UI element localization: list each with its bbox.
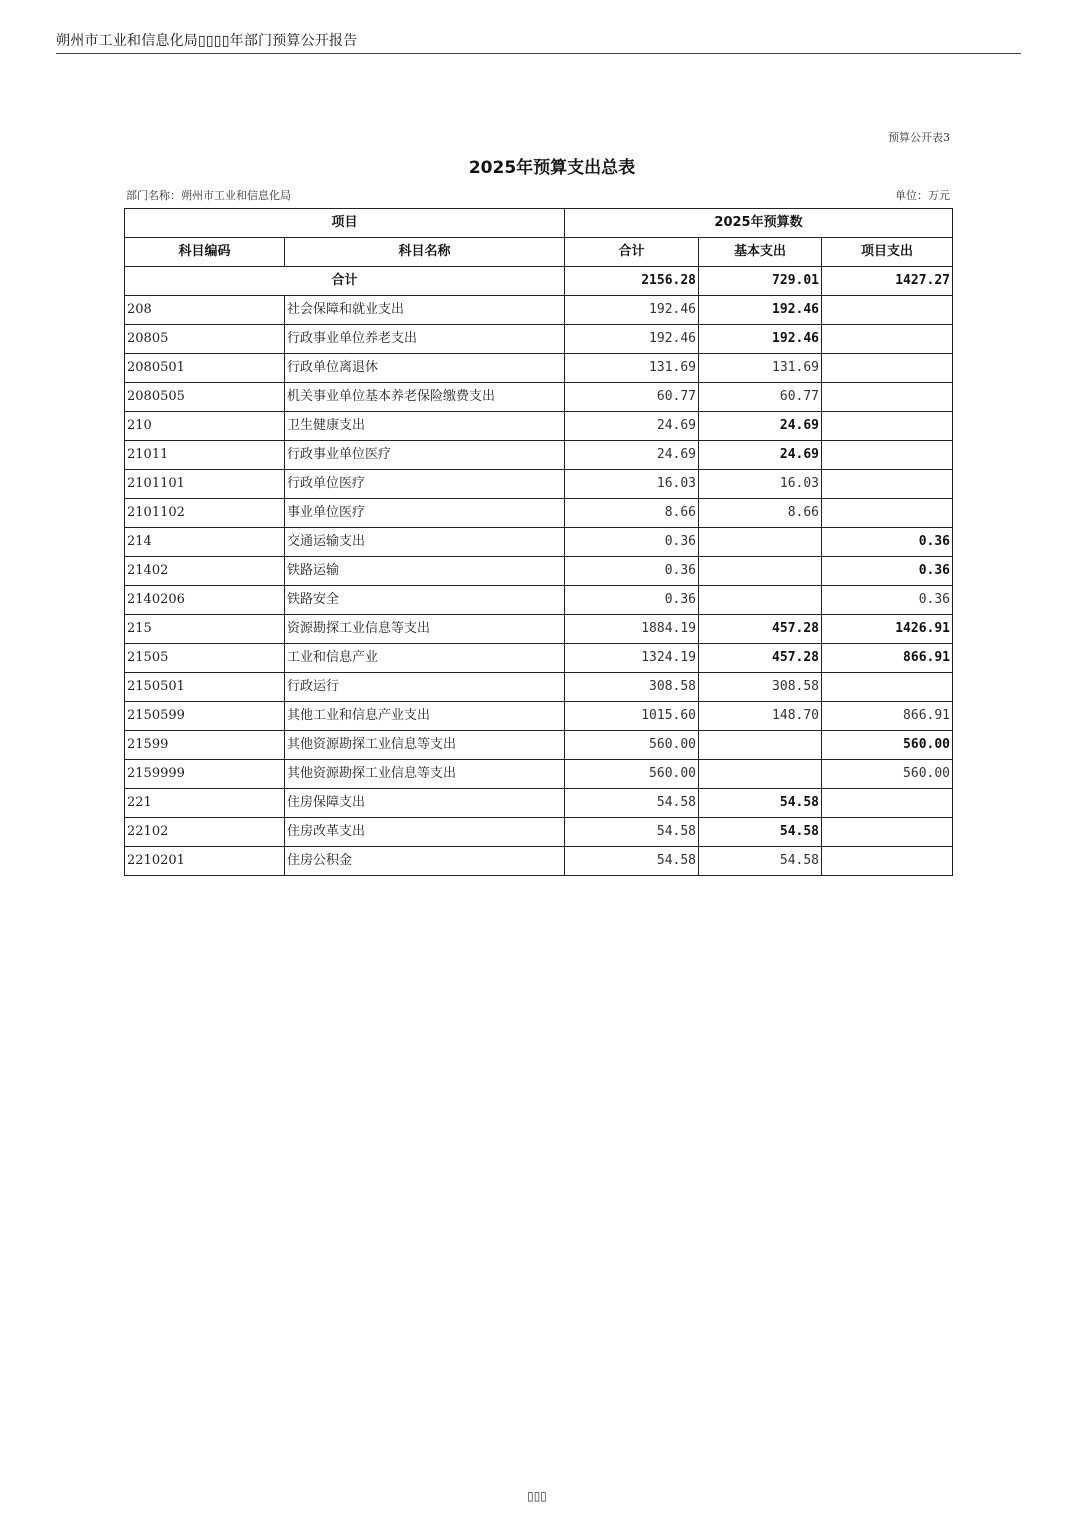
budget-expenditure-table xyxy=(124,208,953,876)
row-code: 21011 xyxy=(125,441,285,470)
row-code: 2080501 xyxy=(125,354,285,383)
row-name: 事业单位医疗 xyxy=(285,499,565,528)
row-basic: 8.66 xyxy=(699,499,822,528)
row-name: 其他资源勘探工业信息等支出 xyxy=(285,731,565,760)
row-project: 560.00 xyxy=(822,731,953,760)
row-name: 交通运输支出 xyxy=(285,528,565,557)
header-total: 合计 xyxy=(565,238,699,267)
row-code: 2150501 xyxy=(125,673,285,702)
row-project: 0.36 xyxy=(822,528,953,557)
row-code: 2159999 xyxy=(125,760,285,789)
row-name: 其他工业和信息产业支出 xyxy=(285,702,565,731)
header-rule xyxy=(56,53,1021,54)
row-code: 215 xyxy=(125,615,285,644)
row-total: 24.69 xyxy=(565,441,699,470)
row-project xyxy=(822,847,953,876)
row-total: 54.58 xyxy=(565,847,699,876)
row-basic xyxy=(699,731,822,760)
table-row xyxy=(125,354,953,383)
row-code: 2140206 xyxy=(125,586,285,615)
table-row xyxy=(125,644,953,673)
table-row xyxy=(125,847,953,876)
row-basic: 131.69 xyxy=(699,354,822,383)
row-code: 208 xyxy=(125,296,285,325)
row-name: 社会保障和就业支出 xyxy=(285,296,565,325)
row-name: 铁路安全 xyxy=(285,586,565,615)
row-basic xyxy=(699,528,822,557)
row-project xyxy=(822,470,953,499)
row-name: 其他资源勘探工业信息等支出 xyxy=(285,760,565,789)
row-code: 2150599 xyxy=(125,702,285,731)
row-code: 22102 xyxy=(125,818,285,847)
table-row xyxy=(125,296,953,325)
row-basic xyxy=(699,586,822,615)
row-basic: 54.58 xyxy=(699,847,822,876)
unit-label: 单位：万元 xyxy=(895,189,950,202)
row-total: 1324.19 xyxy=(565,644,699,673)
header-row-1 xyxy=(125,209,953,238)
row-project: 560.00 xyxy=(822,760,953,789)
row-total: 1884.19 xyxy=(565,615,699,644)
row-project xyxy=(822,354,953,383)
row-code: 21505 xyxy=(125,644,285,673)
row-basic: 457.28 xyxy=(699,644,822,673)
row-code: 210 xyxy=(125,412,285,441)
row-total: 131.69 xyxy=(565,354,699,383)
table-row xyxy=(125,412,953,441)
row-project: 1426.91 xyxy=(822,615,953,644)
row-total: 192.46 xyxy=(565,325,699,354)
table-row xyxy=(125,557,953,586)
row-basic: 24.69 xyxy=(699,412,822,441)
table-row xyxy=(125,760,953,789)
header-name: 科目名称 xyxy=(285,238,565,267)
row-code: 21599 xyxy=(125,731,285,760)
row-basic: 308.58 xyxy=(699,673,822,702)
row-name: 行政单位离退休 xyxy=(285,354,565,383)
row-project xyxy=(822,673,953,702)
department-name: 部门名称：朔州市工业和信息化局 xyxy=(126,189,291,202)
row-project xyxy=(822,325,953,354)
row-code: 2210201 xyxy=(125,847,285,876)
row-total: 0.36 xyxy=(565,586,699,615)
row-project xyxy=(822,412,953,441)
row-project xyxy=(822,499,953,528)
table-row xyxy=(125,470,953,499)
row-project: 0.36 xyxy=(822,586,953,615)
row-total: 8.66 xyxy=(565,499,699,528)
row-code: 221 xyxy=(125,789,285,818)
row-project: 866.91 xyxy=(822,644,953,673)
row-name: 卫生健康支出 xyxy=(285,412,565,441)
row-basic: 54.58 xyxy=(699,789,822,818)
row-total: 0.36 xyxy=(565,557,699,586)
row-basic: 192.46 xyxy=(699,296,822,325)
table-row xyxy=(125,789,953,818)
header-project: 项目支出 xyxy=(822,238,953,267)
row-project xyxy=(822,296,953,325)
total-amount: 2156.28 xyxy=(565,267,699,296)
table-row xyxy=(125,383,953,412)
row-name: 行政单位医疗 xyxy=(285,470,565,499)
total-label: 合计 xyxy=(125,267,565,296)
total-basic: 729.01 xyxy=(699,267,822,296)
row-total: 1015.60 xyxy=(565,702,699,731)
row-name: 住房公积金 xyxy=(285,847,565,876)
row-project xyxy=(822,383,953,412)
row-total: 560.00 xyxy=(565,760,699,789)
row-basic: 24.69 xyxy=(699,441,822,470)
header-basic: 基本支出 xyxy=(699,238,822,267)
header-item: 项目 xyxy=(125,209,565,238)
row-name: 行政运行 xyxy=(285,673,565,702)
row-total: 192.46 xyxy=(565,296,699,325)
table-title: 2025年预算支出总表 xyxy=(468,158,636,178)
table-row xyxy=(125,702,953,731)
table-row xyxy=(125,818,953,847)
row-project xyxy=(822,789,953,818)
header-budget: 2025年预算数 xyxy=(565,209,953,238)
table-row xyxy=(125,731,953,760)
row-basic: 54.58 xyxy=(699,818,822,847)
table-row xyxy=(125,615,953,644)
row-total: 308.58 xyxy=(565,673,699,702)
row-code: 20805 xyxy=(125,325,285,354)
total-project: 1427.27 xyxy=(822,267,953,296)
row-basic xyxy=(699,760,822,789)
table-row xyxy=(125,528,953,557)
running-header: 朔州市工业和信息化局▯▯▯▯年部门预算公开报告 xyxy=(56,33,358,49)
row-basic: 60.77 xyxy=(699,383,822,412)
row-name: 铁路运输 xyxy=(285,557,565,586)
row-total: 54.58 xyxy=(565,789,699,818)
header-code: 科目编码 xyxy=(125,238,285,267)
table-row xyxy=(125,673,953,702)
row-project xyxy=(822,441,953,470)
row-code: 21402 xyxy=(125,557,285,586)
row-name: 机关事业单位基本养老保险缴费支出 xyxy=(285,383,565,412)
table-row xyxy=(125,325,953,354)
row-name: 资源勘探工业信息等支出 xyxy=(285,615,565,644)
row-total: 0.36 xyxy=(565,528,699,557)
row-basic: 148.70 xyxy=(699,702,822,731)
row-project: 0.36 xyxy=(822,557,953,586)
form-number: 预算公开表3 xyxy=(888,131,950,144)
row-code: 214 xyxy=(125,528,285,557)
row-basic: 192.46 xyxy=(699,325,822,354)
row-name: 工业和信息产业 xyxy=(285,644,565,673)
row-total: 560.00 xyxy=(565,731,699,760)
row-basic xyxy=(699,557,822,586)
row-code: 2101102 xyxy=(125,499,285,528)
table-row xyxy=(125,441,953,470)
row-name: 行政事业单位养老支出 xyxy=(285,325,565,354)
header-row-2 xyxy=(125,238,953,267)
row-project xyxy=(822,818,953,847)
row-project: 866.91 xyxy=(822,702,953,731)
row-total: 24.69 xyxy=(565,412,699,441)
row-basic: 457.28 xyxy=(699,615,822,644)
row-code: 2080505 xyxy=(125,383,285,412)
table-row xyxy=(125,586,953,615)
table-row xyxy=(125,499,953,528)
row-name: 住房保障支出 xyxy=(285,789,565,818)
row-total: 54.58 xyxy=(565,818,699,847)
page-number: ▯▯▯ xyxy=(527,1489,547,1503)
row-name: 行政事业单位医疗 xyxy=(285,441,565,470)
total-row xyxy=(125,267,953,296)
row-name: 住房改革支出 xyxy=(285,818,565,847)
row-total: 60.77 xyxy=(565,383,699,412)
row-basic: 16.03 xyxy=(699,470,822,499)
row-total: 16.03 xyxy=(565,470,699,499)
row-code: 2101101 xyxy=(125,470,285,499)
